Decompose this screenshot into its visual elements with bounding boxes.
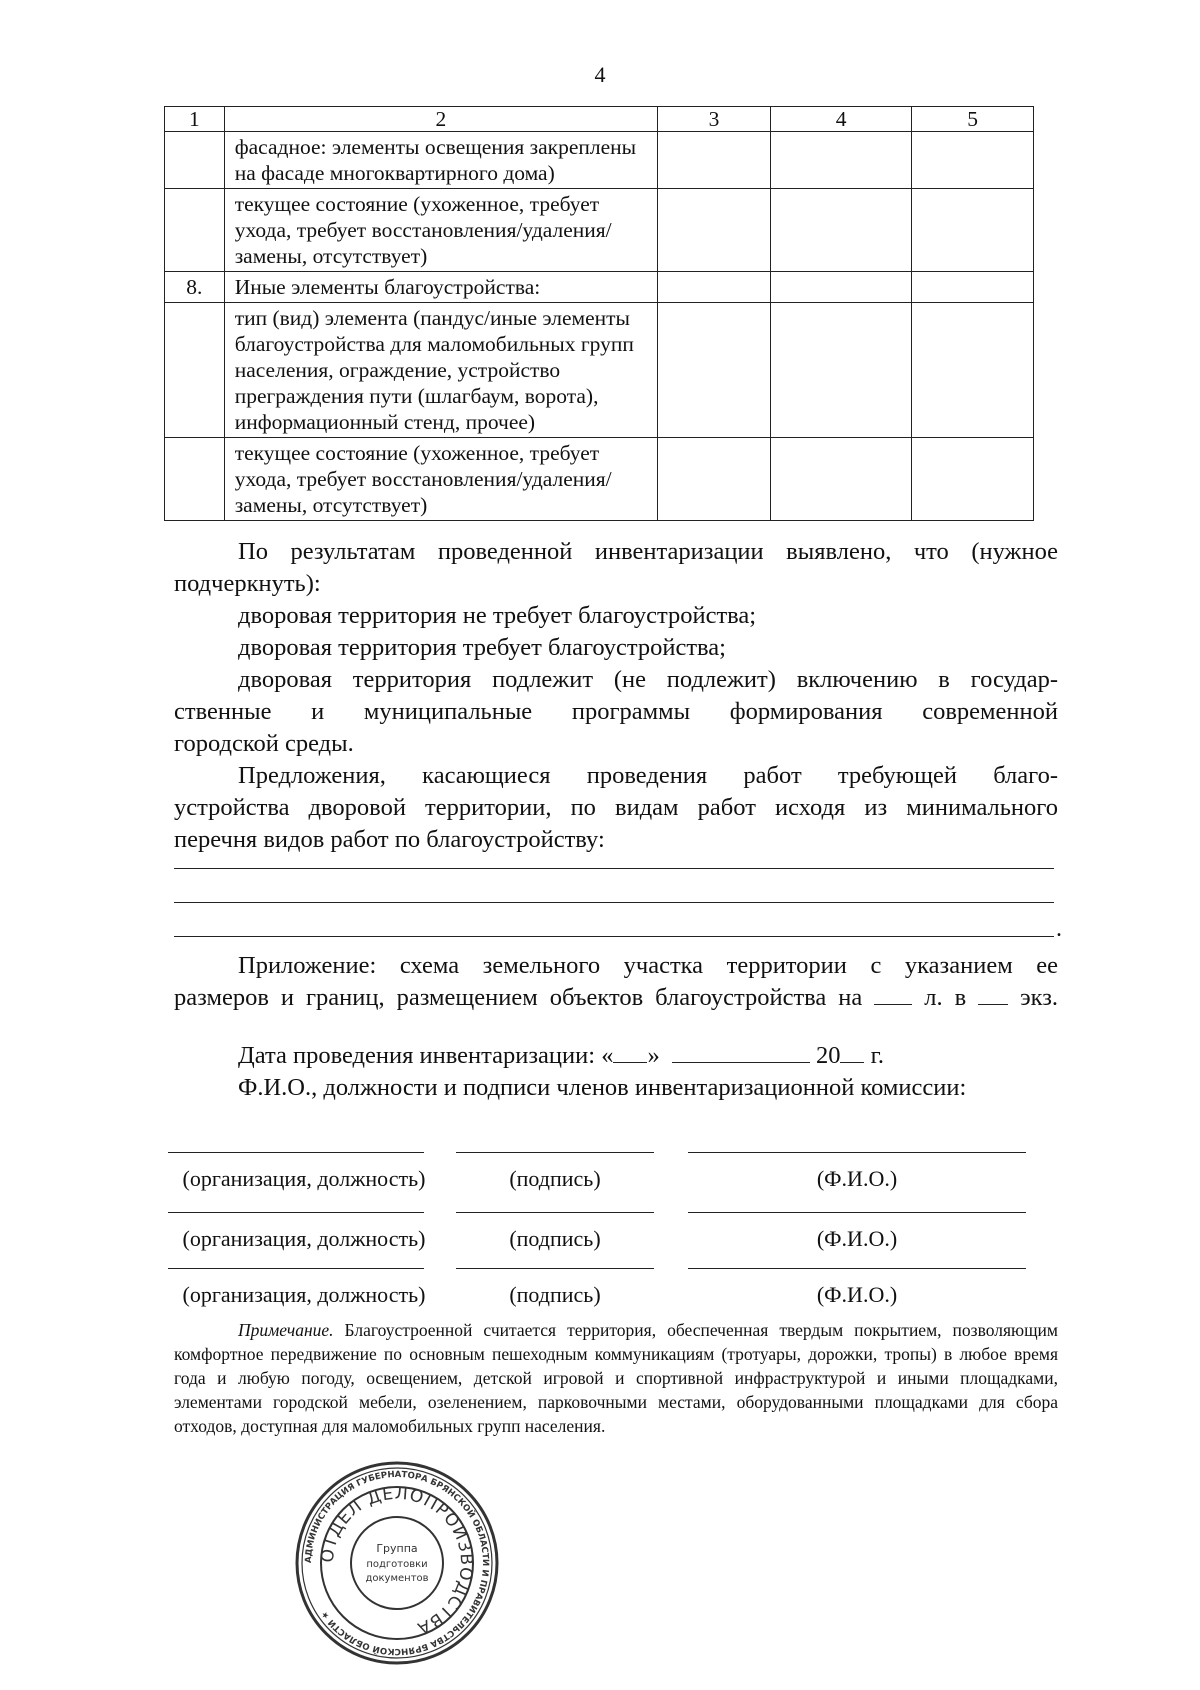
row-number-cell (165, 303, 225, 438)
org-caption: (организация, должность) (182, 1166, 426, 1191)
value-cell (658, 438, 771, 521)
signature-line[interactable] (456, 1152, 654, 1153)
column-header: 3 (658, 107, 771, 132)
note-paragraph (174, 1318, 1058, 1438)
row-description-cell: Иные элементы благоустройства: (224, 272, 657, 303)
value-cell (658, 132, 771, 189)
proposals-line: устройства дворовой территории, по видам работ исходя из минимального (174, 794, 1058, 821)
signature-caption: (подпись) (509, 1226, 601, 1251)
value-cell (770, 132, 912, 189)
year-prefix: 20 (815, 1042, 841, 1069)
signature-row (168, 1212, 1028, 1272)
appendix-text: экз. (1020, 984, 1059, 1011)
stamp-center-line: подготовки (366, 1559, 428, 1570)
value-cell (912, 303, 1034, 438)
proposals-blank-line[interactable] (174, 868, 1054, 869)
results-option-line: ственные и муниципальные программы формирования современной (174, 698, 1058, 725)
value-cell (912, 189, 1034, 272)
value-cell (770, 272, 912, 303)
date-section (174, 1040, 1058, 1104)
fio-line[interactable] (688, 1152, 1026, 1153)
column-header: 2 (224, 107, 657, 132)
stamp-center-line: Группа (376, 1542, 418, 1555)
stamp-outer-text: АДМИНИСТРАЦИЯ ГУБЕРНАТОРА БРЯНСКОЙ ОБЛАСТИ И ПРАВИТЕЛЬСТВА БРЯНСКОЙ ОБЛАСТИ ★ (303, 1469, 491, 1657)
proposals-line: перечня видов работ по благоустройству: (174, 826, 605, 853)
org-caption: (организация, должность) (182, 1282, 426, 1307)
signature-line[interactable] (456, 1268, 654, 1269)
row-number-cell (165, 132, 225, 189)
value-cell (658, 272, 771, 303)
column-header: 1 (165, 107, 225, 132)
results-intro-line: По результатам проведенной инвентаризации выявлено, что (нужное (238, 538, 1058, 565)
stamp-middle-text: ОТДЕЛ ДЕЛОПРОИЗВОДСТВА (317, 1483, 477, 1639)
signature-line[interactable] (456, 1212, 654, 1213)
proposals-blank-line[interactable] (174, 936, 1054, 937)
fio-caption: (Ф.И.О.) (816, 1282, 898, 1307)
org-line[interactable] (168, 1268, 424, 1269)
appendix-line: Приложение: схема земельного участка территории с указанием ее (238, 952, 1058, 979)
proposals-section (174, 760, 1058, 856)
inventory-table (164, 106, 1034, 521)
row-number-cell: 8. (165, 272, 225, 303)
month-blank[interactable] (672, 1040, 810, 1063)
value-cell (770, 438, 912, 521)
stamp-center-line: документов (365, 1573, 429, 1584)
results-intro-line: подчеркнуть): (174, 570, 321, 597)
results-option-line: дворовая территория подлежит (не подлежит) включению в государ- (238, 666, 1058, 693)
proposals-end-mark: . (1056, 916, 1062, 942)
note-text: Благоустроенной считается территория, обеспеченная твердым покрытием, позволяющим комфортное передвижение по основным пешеходным коммуникациям (тротуары, дорожки, тропы) в любое время года и любую погоду, освещением, детской игровой и спортивной инфраструктурой и иными площадками, элементами городской мебели, озеленением, парковочными местами, оборудованными площадками для сбора отходов, доступная для маломобильных групп населения. (174, 1320, 1059, 1436)
column-header: 5 (912, 107, 1034, 132)
fio-caption: (Ф.И.О.) (816, 1226, 898, 1251)
results-option: дворовая территория не требует благоустройства; (238, 602, 757, 629)
signature-caption: (подпись) (509, 1282, 601, 1307)
row-description-cell: текущее состояние (ухоженное, требует ухода, требует восстановления/удаления/замены, отсутствует) (224, 438, 657, 521)
value-cell (770, 189, 912, 272)
date-line (174, 1040, 1058, 1072)
org-line[interactable] (168, 1212, 424, 1213)
value-cell (658, 303, 771, 438)
table-row (165, 303, 1034, 438)
row-number-cell (165, 189, 225, 272)
page-number: 4 (594, 62, 606, 87)
value-cell (770, 303, 912, 438)
results-option-line: городской среды. (174, 730, 354, 757)
value-cell (658, 189, 771, 272)
sheets-count-blank[interactable] (874, 982, 912, 1005)
appendix-text: размеров и границ, размещением объектов благоустройства на (174, 984, 863, 1011)
fio-caption: (Ф.И.О.) (816, 1166, 898, 1191)
year-suffix: г. (870, 1042, 884, 1069)
value-cell (912, 132, 1034, 189)
year-blank[interactable] (840, 1040, 864, 1063)
table-header-row (165, 107, 1034, 132)
signature-caption: (подпись) (509, 1166, 601, 1191)
appendix-section (174, 950, 1058, 1014)
copies-count-blank[interactable] (978, 982, 1008, 1005)
results-section (174, 536, 1058, 760)
row-description-cell: текущее состояние (ухоженное, требует ухода, требует восстановления/удаления/замены, отсутствует) (224, 189, 657, 272)
value-cell (912, 272, 1034, 303)
fio-line[interactable] (688, 1268, 1026, 1269)
column-header: 4 (770, 107, 912, 132)
day-blank[interactable] (613, 1040, 647, 1063)
fio-line[interactable] (688, 1212, 1026, 1213)
note-label: Примечание. (238, 1320, 334, 1340)
date-close-quote: » (647, 1042, 660, 1069)
org-line[interactable] (168, 1152, 424, 1153)
results-option: дворовая территория требует благоустройства; (238, 634, 726, 661)
appendix-line (174, 982, 1058, 1014)
proposals-line: Предложения, касающиеся проведения работ требующей благо- (238, 762, 1058, 789)
value-cell (912, 438, 1034, 521)
table-row (165, 189, 1034, 272)
row-description-cell: тип (вид) элемента (пандус/иные элементы благоустройства для маломобильных групп населения, ограждение, устройство преграждения пути (шлагбаум, ворота), информационный стенд, прочее) (224, 303, 657, 438)
row-description-cell: фасадное: элементы освещения закреплены на фасаде многоквартирного дома) (224, 132, 657, 189)
row-number-cell (165, 438, 225, 521)
table-row (165, 272, 1034, 303)
commission-label: Ф.И.О., должности и подписи членов инвентаризационной комиссии: (238, 1074, 967, 1101)
signature-row (168, 1152, 1028, 1212)
table-row (165, 132, 1034, 189)
office-stamp (292, 1458, 502, 1668)
date-label: Дата проведения инвентаризации: « (238, 1042, 614, 1069)
proposals-blank-line[interactable] (174, 902, 1054, 903)
org-caption: (организация, должность) (182, 1226, 426, 1251)
table-row (165, 438, 1034, 521)
appendix-text: л. в (924, 984, 967, 1011)
